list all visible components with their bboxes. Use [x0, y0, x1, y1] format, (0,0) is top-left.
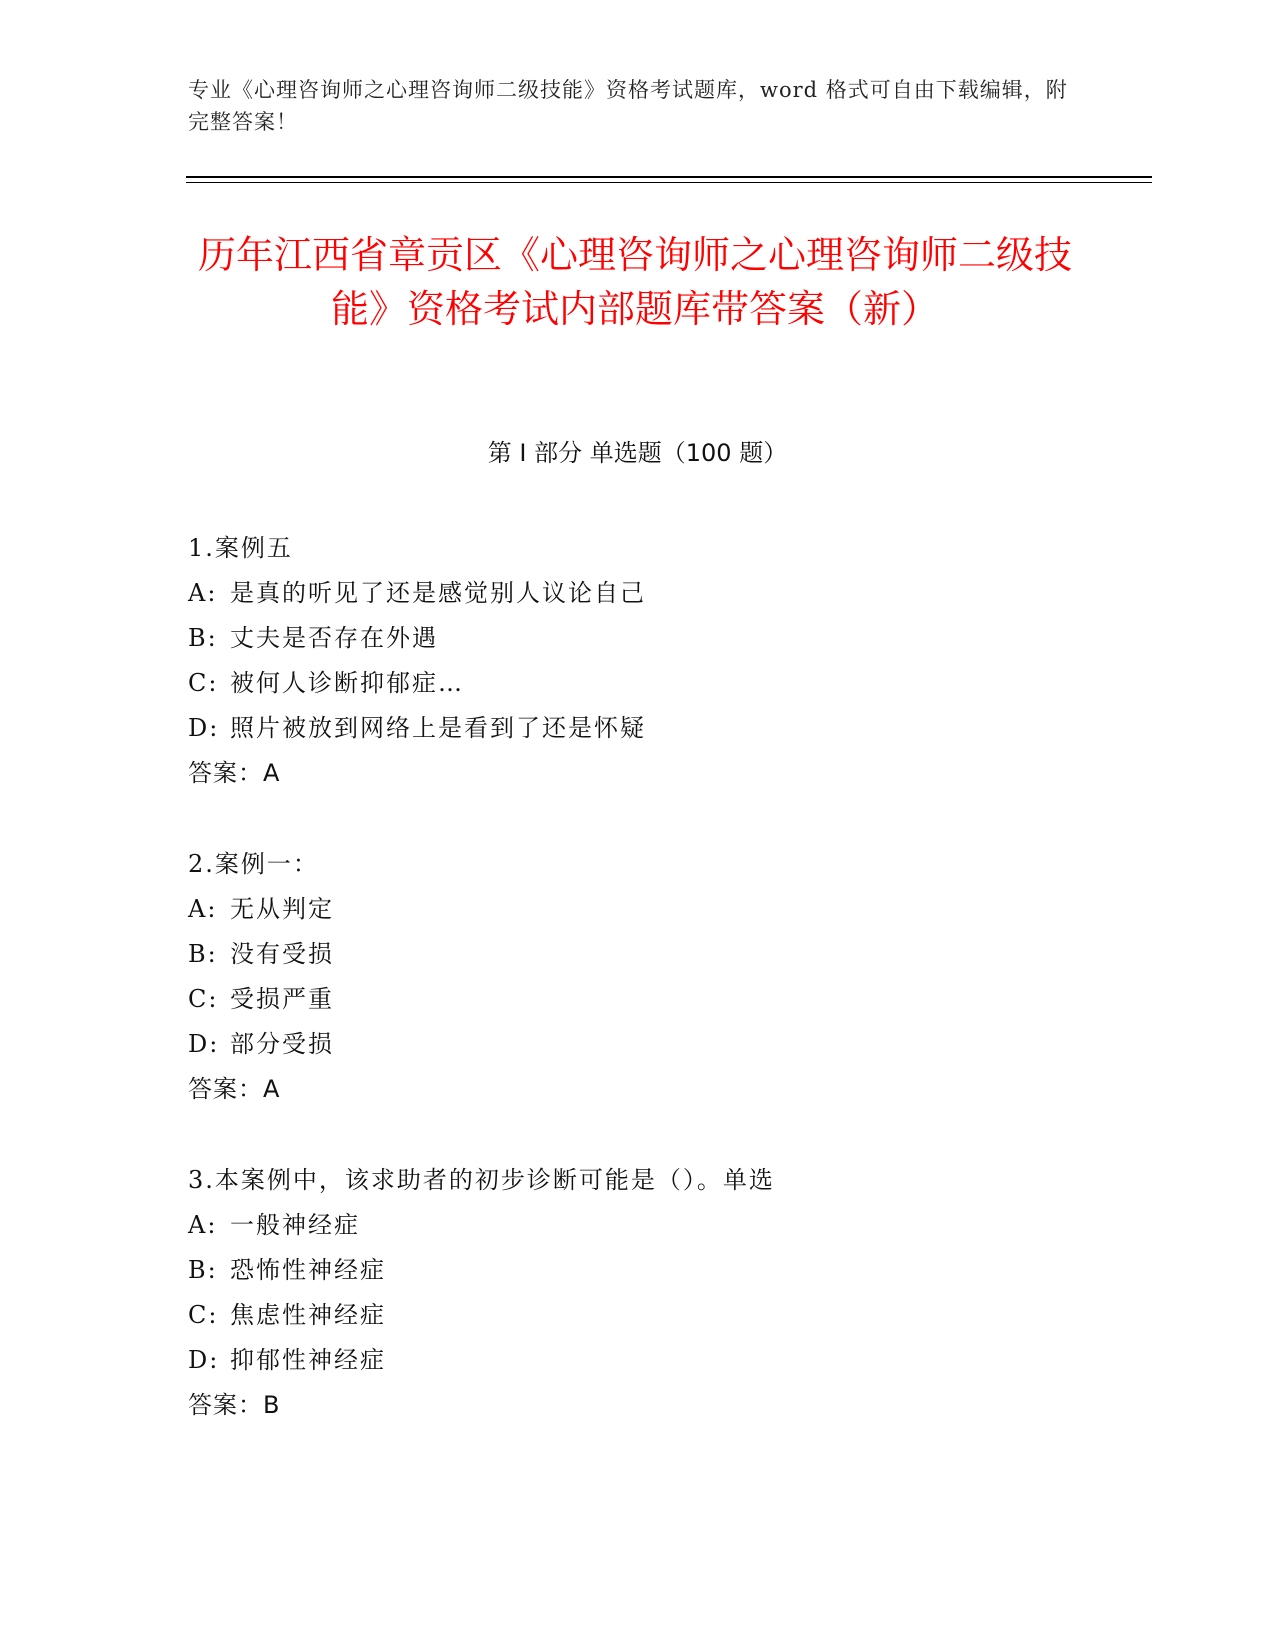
option-c	[188, 1293, 1088, 1338]
question-stem: 1.案例五	[188, 534, 293, 562]
option-d	[188, 1338, 1088, 1383]
question-2	[188, 842, 1088, 1112]
option-key: A:	[188, 895, 218, 923]
option-text: 被何人诊断抑郁症…	[230, 669, 464, 697]
option-text: 无从判定	[230, 895, 334, 923]
option-key: B:	[188, 624, 218, 652]
option-c	[188, 661, 1088, 706]
option-text: 是真的听见了还是感觉别人议论自己	[230, 579, 646, 607]
option-b	[188, 932, 1088, 977]
question-3	[188, 1158, 1088, 1428]
option-text: 受损严重	[230, 985, 334, 1013]
option-a	[188, 1203, 1088, 1248]
option-key: A:	[188, 1211, 218, 1239]
question-stem: 3.本案例中，该求助者的初步诊断可能是（）。单选	[188, 1166, 775, 1194]
document-title: 历年江西省章贡区《心理咨询师之心理咨询师二级技能》资格考试内部题库带答案（新）	[197, 233, 1072, 331]
option-d	[188, 706, 1088, 751]
option-d	[188, 1022, 1088, 1067]
answer: 答案：B	[188, 1391, 281, 1419]
header-rule-thick	[186, 176, 1152, 178]
question-list	[188, 526, 1088, 1474]
option-text: 丈夫是否存在外遇	[230, 624, 438, 652]
option-text: 没有受损	[230, 940, 334, 968]
option-key: C:	[188, 1301, 219, 1329]
question-stem: 2.案例一：	[188, 850, 319, 878]
option-b	[188, 616, 1088, 661]
option-key: C:	[188, 669, 219, 697]
option-a	[188, 571, 1088, 616]
answer: 答案：A	[188, 1075, 281, 1103]
option-key: B:	[188, 1256, 218, 1284]
header-note: 专业《心理咨询师之心理咨询师二级技能》资格考试题库，word 格式可自由下载编辑，附完整答案！	[188, 78, 1068, 134]
option-a	[188, 887, 1088, 932]
option-text: 部分受损	[230, 1030, 334, 1058]
option-text: 抑郁性神经症	[230, 1346, 386, 1374]
section-title: 第 I 部分 单选题（100 题）	[487, 439, 788, 467]
option-text: 一般神经症	[230, 1211, 360, 1239]
header-rule-thin	[186, 182, 1152, 183]
option-key: D:	[188, 1030, 220, 1058]
option-text: 恐怖性神经症	[230, 1256, 386, 1284]
answer: 答案：A	[188, 759, 281, 787]
option-key: C:	[188, 985, 219, 1013]
option-b	[188, 1248, 1088, 1293]
question-1	[188, 526, 1088, 796]
option-key: D:	[188, 714, 220, 742]
option-text: 照片被放到网络上是看到了还是怀疑	[230, 714, 646, 742]
option-key: A:	[188, 579, 218, 607]
option-text: 焦虑性神经症	[230, 1301, 386, 1329]
option-key: D:	[188, 1346, 220, 1374]
option-key: B:	[188, 940, 218, 968]
option-c	[188, 977, 1088, 1022]
